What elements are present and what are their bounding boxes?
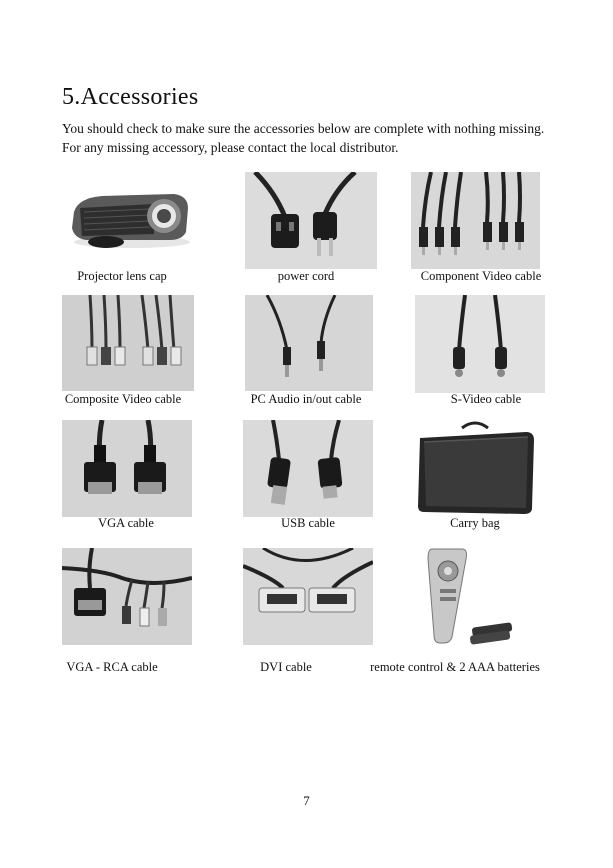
projector-lens-cap-photo [62, 180, 198, 254]
caption-vga-rca-cable: VGA - RCA cable [66, 660, 158, 674]
caption-projector-lens-cap: Projector lens cap [77, 269, 167, 283]
intro-paragraph: You should check to make sure the accessories below are complete with nothing missing. For any missing accessory, please contact the local distributor. [62, 121, 545, 155]
caption-vga-cable: VGA cable [98, 516, 154, 530]
caption-pc-audio-cable: PC Audio in/out cable [250, 392, 362, 406]
pc-audio-cable-photo [245, 295, 373, 391]
remote-control-photo [420, 545, 520, 647]
s-video-cable-photo [415, 295, 545, 393]
composite-video-cable-photo [62, 295, 194, 391]
usb-cable-photo [243, 420, 373, 517]
carry-bag-photo [410, 420, 540, 517]
vga-rca-cable-photo [62, 548, 192, 645]
caption-power-cord: power cord [277, 269, 335, 283]
caption-component-video-cable: Component Video cable [420, 269, 542, 283]
caption-composite-video-cable: Composite Video cable [64, 392, 182, 406]
dvi-cable-photo [243, 548, 373, 645]
vga-cable-photo [62, 420, 192, 517]
caption-usb-cable: USB cable [281, 516, 335, 530]
caption-dvi-cable: DVI cable [260, 660, 312, 674]
section-title: 5.Accessories [62, 84, 199, 110]
caption-carry-bag: Carry bag [450, 516, 500, 530]
page-number: 7 [303, 793, 310, 808]
component-video-cable-photo [411, 172, 540, 269]
caption-s-video-cable: S-Video cable [450, 392, 522, 406]
caption-remote-control: remote control & 2 AAA batteries [370, 660, 540, 674]
power-cord-photo [245, 172, 377, 269]
